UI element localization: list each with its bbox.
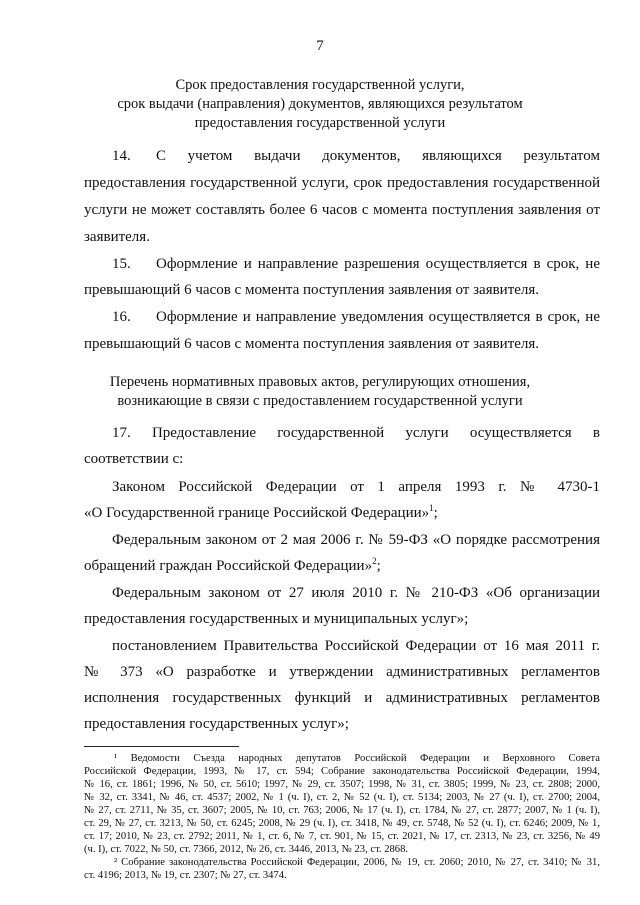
paragraph-number: 15. [112,256,131,272]
footnote-line: № 27, ст. 2711, № 35, ст. 3607; 2005, № 10, ст. 763; 2006, № 17 (ч. I), ст. 1784, № 27, ст. 2877; 2007, № 1 (ч. I), [84,805,600,816]
footnote-ref: 2 [372,556,377,566]
legal-act-line: исполнения государственных функций и административных регламентов [84,690,600,706]
footnote-line: № 16, ст. 1861; 1996, № 50, ст. 5610; 1997, № 29, ст. 3507; 1998, № 31, ст. 3805; 1999, № 23, ст. 2808; 2000, [84,779,600,790]
section-heading-line: Перечень нормативных правовых актов, регулирующих отношения, [109,374,531,390]
page-number: 7 [316,38,324,54]
section-heading-line: предоставления государственной услуги [194,115,446,131]
footnote-line: ст. 4196; 2013, № 19, ст. 2307; № 27, ст. 3474. [84,870,287,881]
paragraph-17-line: 17. Предоставление государственной услуги осуществляется в [112,425,600,441]
legal-act-line: Федеральным законом от 2 мая 2006 г. № 59-ФЗ «О порядке рассмотрения [112,532,600,548]
footnote-line: ст. 29, № 27, ст. 3213, № 50, ст. 6245; 2008, № 29 (ч. I), ст. 3418, № 49, ст. 5748, № 52 (ч. I), ст. 6246; 2009, № 1, [84,818,600,829]
footnote-line: № 32, ст. 3341, № 46, ст. 4537; 2002, № 1 (ч. I), ст. 2, № 52 (ч. I), ст. 5134; 2003, № 27 (ч. I), ст. 2700; 2004, [84,792,600,803]
paragraph-15-line: превышающий 6 часов с момента поступления заявления от заявителя. [84,282,540,298]
paragraph-14-line: 14. С учетом выдачи документов, являющихся результатом [112,148,600,164]
legal-act-line: Законом Российской Федерации от 1 апреля 1993 г. № 4730-1 [112,479,600,495]
legal-act-line: Федеральным законом от 27 июля 2010 г. № 210-ФЗ «Об организации [112,585,600,601]
footnote-divider [84,746,239,747]
footnote-line: Российской Федерации, 1993, № 17, ст. 594; Собрание законодательства Российской Федерации, 1994, [84,766,600,777]
section-heading-line: срок выдачи (направления) документов, являющихся результатом [117,96,523,112]
section-heading-line: Срок предоставления государственной услуги, [175,77,465,93]
section-heading-line: возникающие в связи с предоставлением государственной услуги [117,393,523,409]
paragraph-14-line: услуги не может составлять более 6 часов с момента поступления заявления от [84,202,600,218]
footnote-line: (ч. I), ст. 7022, № 50, ст. 7366, 2012, № 26, ст. 3446, 2013, № 23, ст. 2868. [84,844,409,855]
paragraph-16-line: 16. Оформление и направление уведомления осуществляется в срок, не [112,309,600,325]
paragraph-number: 14. [112,148,131,164]
legal-act-line: предоставления государственных и муниципальных услуг»; [84,611,469,627]
footnote-line: ¹ Ведомости Съезда народных депутатов Российской Федерации и Верховного Совета [114,753,600,764]
paragraph-number: 16. [112,309,131,325]
legal-act-line: № 373 «О разработке и утверждении административных регламентов [84,664,600,680]
legal-act-line: постановлением Правительства Российской Федерации от 16 мая 2011 г. [112,638,600,654]
legal-act-line: обращений граждан Российской Федерации»$^2$; [84,556,381,574]
footnote-line: ст. 17; 2010, № 23, ст. 2792; 2011, № 1, ст. 6, № 7, ст. 901, № 15, ст. 2021, № 17, ст. 2313, № 23, ст. 3256, № 49 [84,831,600,842]
footnote-ref: 1 [429,503,434,513]
paragraph-16-line: превышающий 6 часов с момента поступления заявления от заявителя. [84,336,540,352]
paragraph-15-line: 15. Оформление и направление разрешения осуществляется в срок, не [112,256,600,272]
footnote-line: ² Собрание законодательства Российской Федерации, 2006, № 19, ст. 2060; 2010, № 27, ст. 3410; № 31, [114,857,600,868]
legal-act-line: «О Государственной границе Российской Федерации»$^1$; [84,503,438,521]
paragraph-14-line: заявителя. [84,229,150,245]
legal-act-line: предоставления государственных услуг»; [84,716,349,732]
paragraph-17-line: соответствии с: [84,451,184,467]
paragraph-14-line: предоставления государственной услуги, срок предоставления государственной [84,175,600,191]
